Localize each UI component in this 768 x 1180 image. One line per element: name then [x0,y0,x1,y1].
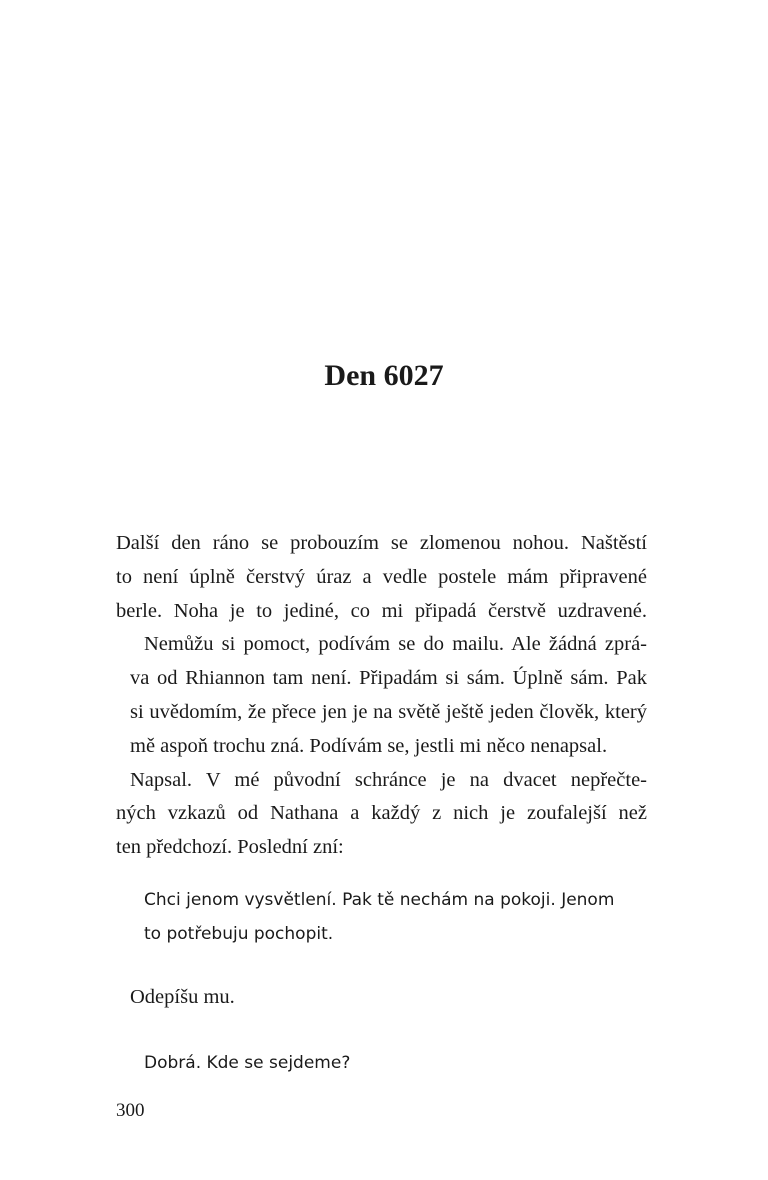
message-line: to potřebuju pochopit. [144,924,334,944]
message-line: Chci jenom vysvětlení. Pak tě nechám na pokoji. Jenom [144,890,615,910]
body-text [116,527,647,865]
quoted-message-2: Dobrá. Kde se sejdeme? [144,1053,351,1073]
text-line: to není úplně čerstvý úraz a vedle postele mám připravené [116,565,647,588]
text-line: Další den ráno se probouzím se zlomenou nohou. Naštěstí [116,532,647,554]
text-line: berle. Noha je to jediné, co mi připadá čerstvě uzdravené. [116,599,647,622]
text-line: Napsal. V mé původní schránce je na dvacet nepřečte- [130,768,647,791]
text-line: ných vzkazů od Nathana a každý z nich je zoufalejší než [116,802,647,825]
paragraph-3 [116,764,647,865]
reply-text: Odepíšu mu. [130,986,235,1008]
paragraph-1 [116,527,647,628]
chapter-title: Den 6027 [324,359,444,392]
text-line: si uvědomím, že přece jen je na světě ještě jeden člověk, který [130,700,647,723]
text-line: Nemůžu si pomoct, podívám se do mailu. Ale žádná zprá- [144,633,647,656]
text-line: ten předchozí. Poslední zní: [116,836,344,859]
page-number: 300 [116,1100,145,1121]
quoted-message-1 [144,883,614,951]
text-line: va od Rhiannon tam není. Připadám si sám. Úplně sám. Pak [130,667,647,690]
text-line: mě aspoň trochu zná. Podívám se, jestli mi něco nenapsal. [130,734,608,757]
paragraph-2 [116,628,647,763]
